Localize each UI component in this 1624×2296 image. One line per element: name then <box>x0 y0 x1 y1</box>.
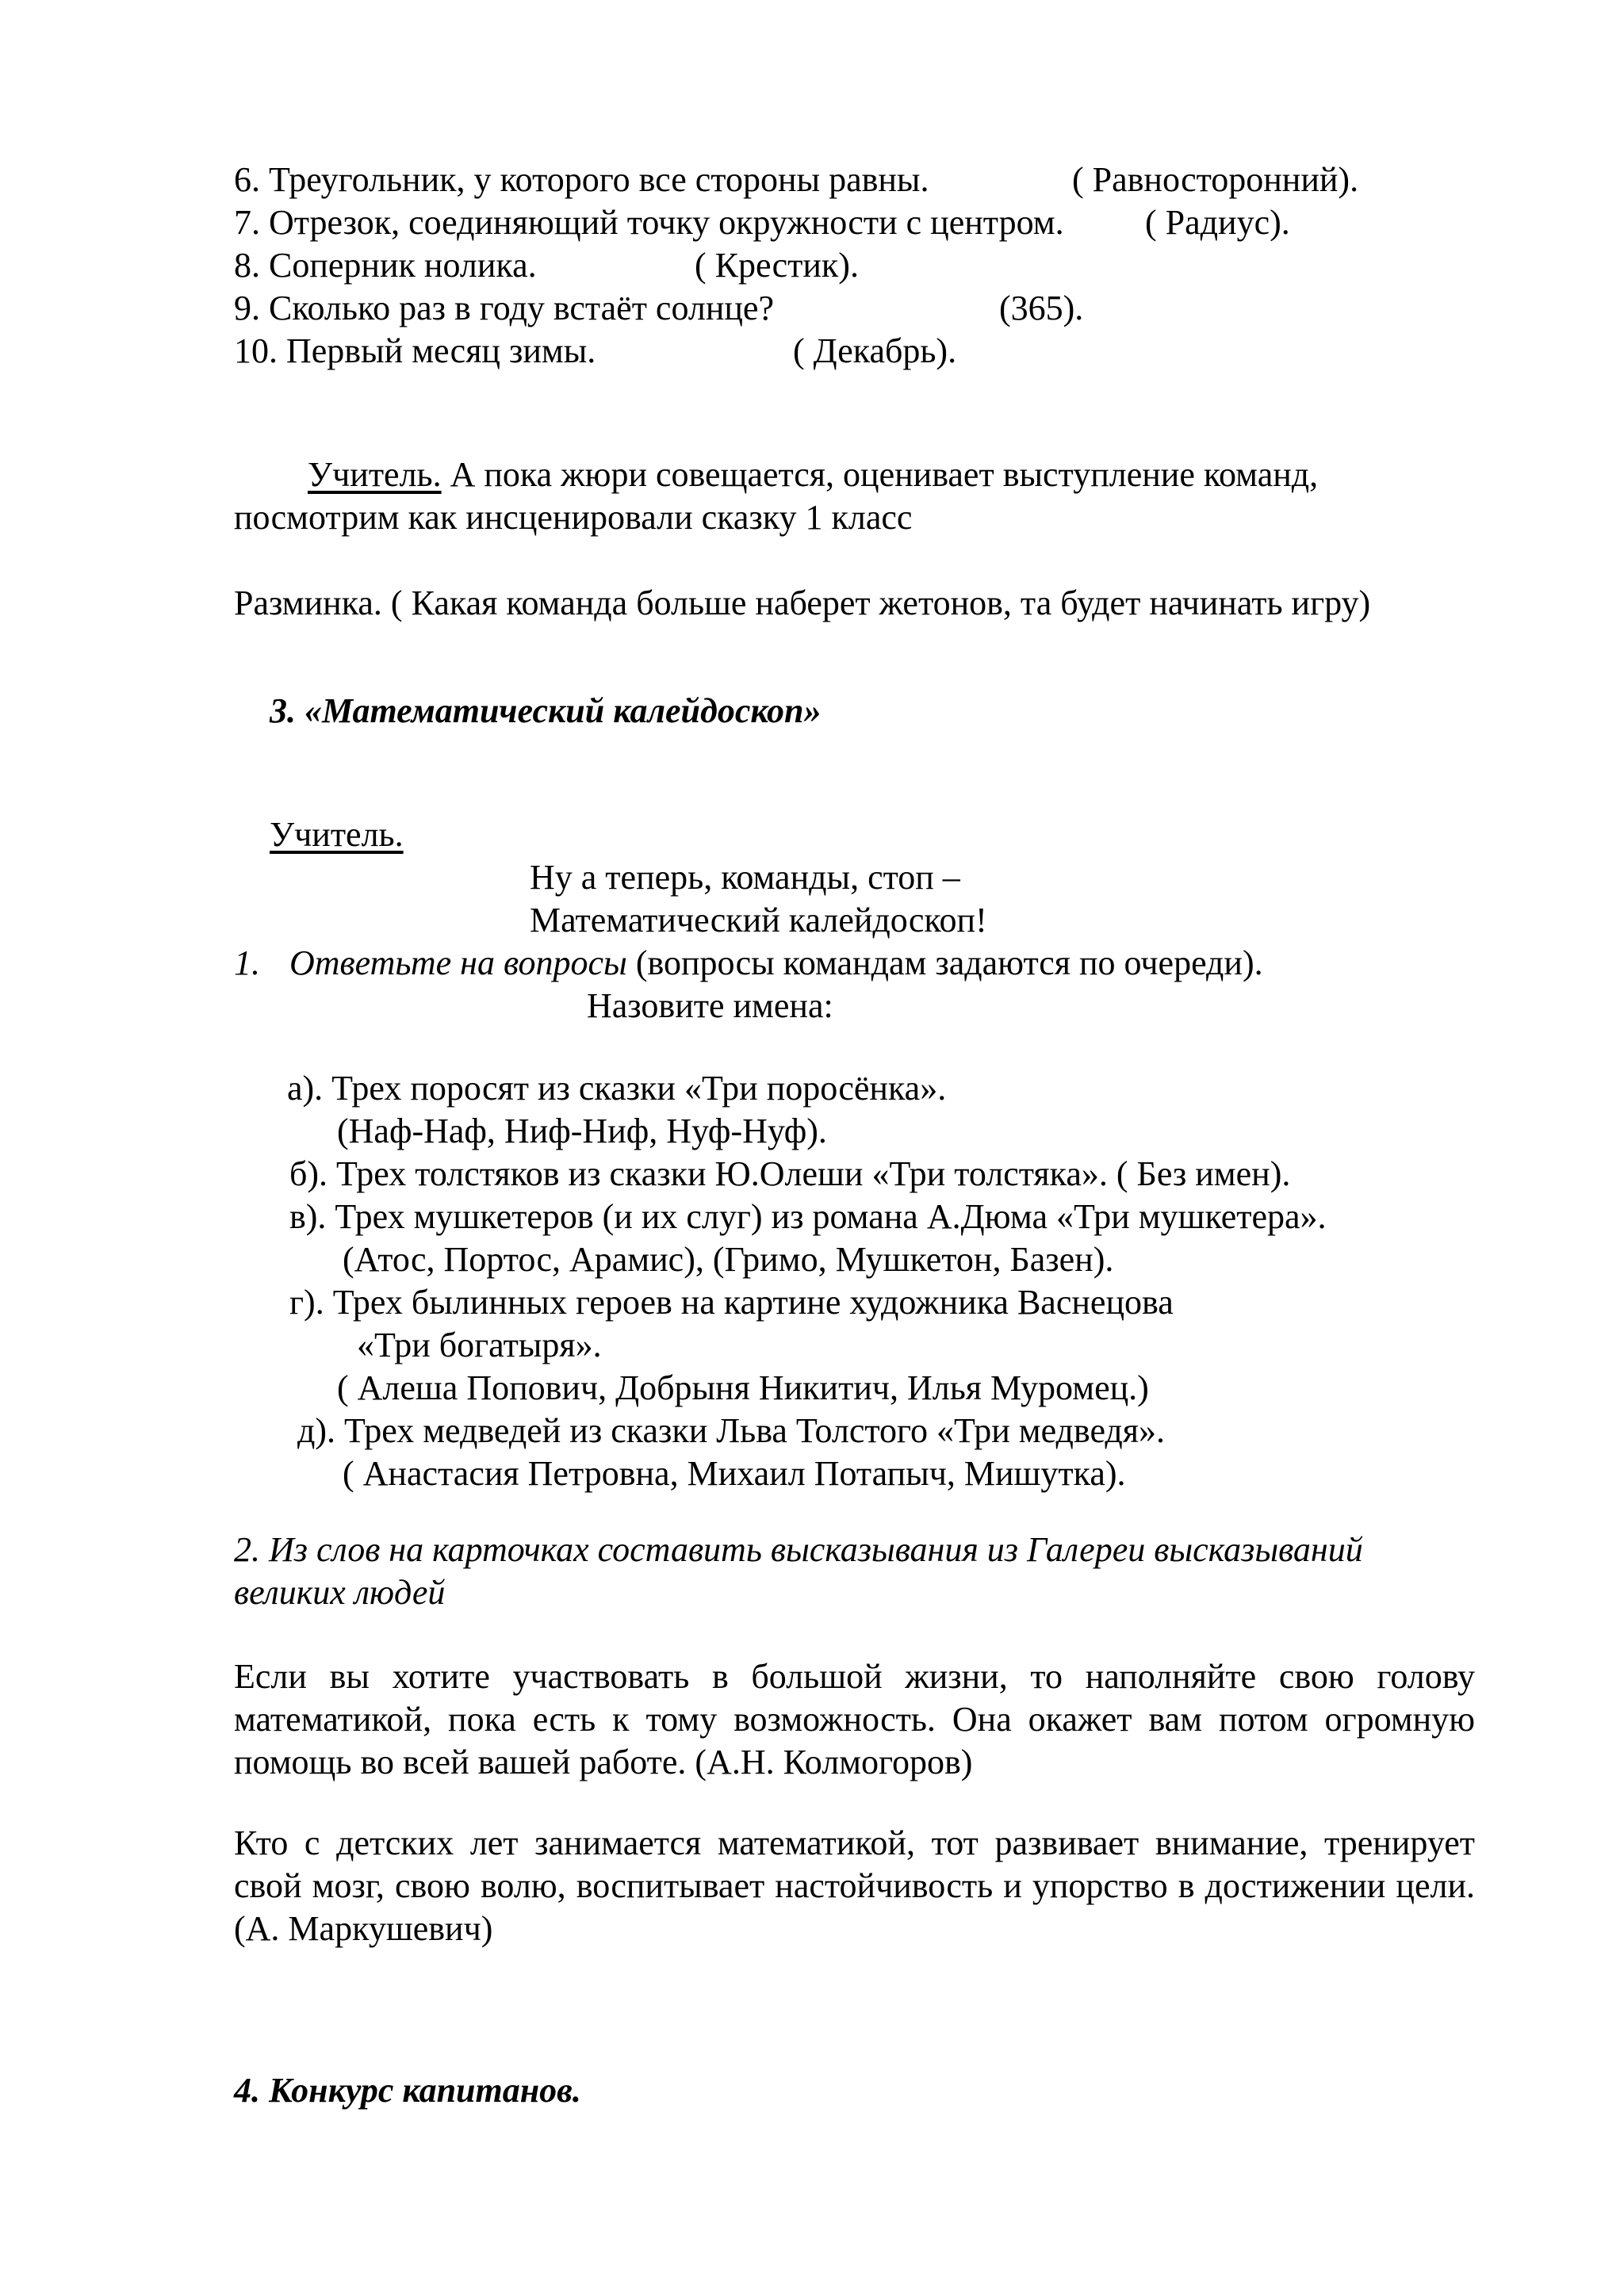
item-d: д). Трех медведей из сказки Льва Толстого «Три медведя». <box>297 1411 1166 1450</box>
question-8: 8. Соперник нолика. <box>234 246 537 285</box>
question-6: 6. Треугольник, у которого все стороны равны. <box>234 160 929 199</box>
teacher-note-text: А пока жюри совещается, оценивает выступление команд, <box>441 455 1319 494</box>
section-4-title: 4. Конкурс капитанов. <box>234 2071 581 2110</box>
task-1-italic: Ответьте на вопросы <box>289 943 627 982</box>
poem-line-1: Ну а теперь, команды, стоп – <box>530 858 960 897</box>
item-g-answer: ( Алеша Попович, Добрыня Никитич, Илья Муромец.) <box>337 1368 1149 1407</box>
item-g-subtitle: «Три богатыря». <box>357 1326 602 1364</box>
task-2-line-2: великих людей <box>234 1573 446 1612</box>
item-a-answer: (Наф-Наф, Ниф-Ниф, Нуф-Нуф). <box>337 1112 827 1150</box>
teacher-note-line-2: посмотрим как инсценировали сказку 1 класс <box>234 498 913 537</box>
answer-10: ( Декабрь). <box>793 331 957 370</box>
answer-6: ( Равносторонний). <box>1072 160 1359 199</box>
item-v-answer: (Атос, Портос, Арамис), (Гримо, Мушкетон, Базен). <box>343 1240 1114 1279</box>
item-a: а). Трех поросят из сказки «Три поросёнка». <box>287 1069 947 1108</box>
question-10: 10. Первый месяц зимы. <box>234 331 596 370</box>
section-3-title: 3. «Математический калейдоскоп» <box>270 691 822 730</box>
quote-kolmogorov: Если вы хотите участвовать в большой жизни, то наполняйте свою голову математикой, пока есть к тому возможность. Она окажет вам потом огромную помощь во всей вашей работе. (А.Н. Колмогоров) <box>234 1657 1475 1781</box>
teacher-note-line-1 <box>308 453 1318 496</box>
task-2-line-1: 2. Из слов на карточках составить высказывания из Галереи высказываний <box>234 1530 1363 1569</box>
item-v: в). Трех мушкетеров (и их слуг) из романа А.Дюма «Три мушкетера». <box>289 1197 1327 1236</box>
item-b: б). Трех толстяков из сказки Ю.Олеши «Три толстяка». ( Без имен). <box>289 1154 1291 1193</box>
item-d-answer: ( Анастасия Петровна, Михаил Потапыч, Мишутка). <box>343 1454 1126 1493</box>
answer-8: ( Крестик). <box>695 246 859 285</box>
question-7: 7. Отрезок, соединяющий точку окружности с центром. <box>234 203 1064 242</box>
task-1-number: 1. <box>234 943 260 982</box>
task-1-rest: (вопросы командам задаются по очереди). <box>626 943 1263 982</box>
poem-line-2: Математический калейдоскоп! <box>530 901 987 939</box>
teacher-speaker: Учитель. <box>308 455 442 494</box>
answer-9: (365). <box>999 289 1084 327</box>
item-g: г). Трех былинных героев на картине художника Васнецова <box>289 1283 1174 1322</box>
warmup-line: Разминка. ( Какая команда больше наберет жетонов, та будет начинать игру) <box>234 584 1371 622</box>
task-1-line <box>289 942 1263 985</box>
quote-markushevich: Кто с детских лет занимается математикой, тот развивает внимание, тренирует свой мозг, свою волю, воспитывает настойчивость и упорство в достижении цели. (А. Маркушевич) <box>234 1823 1475 1948</box>
names-prompt: Назовите имена: <box>587 986 833 1025</box>
section-3-teacher: Учитель. <box>270 815 404 854</box>
question-9: 9. Сколько раз в году встаёт солнце? <box>234 289 774 327</box>
answer-7: ( Радиус). <box>1145 203 1290 242</box>
